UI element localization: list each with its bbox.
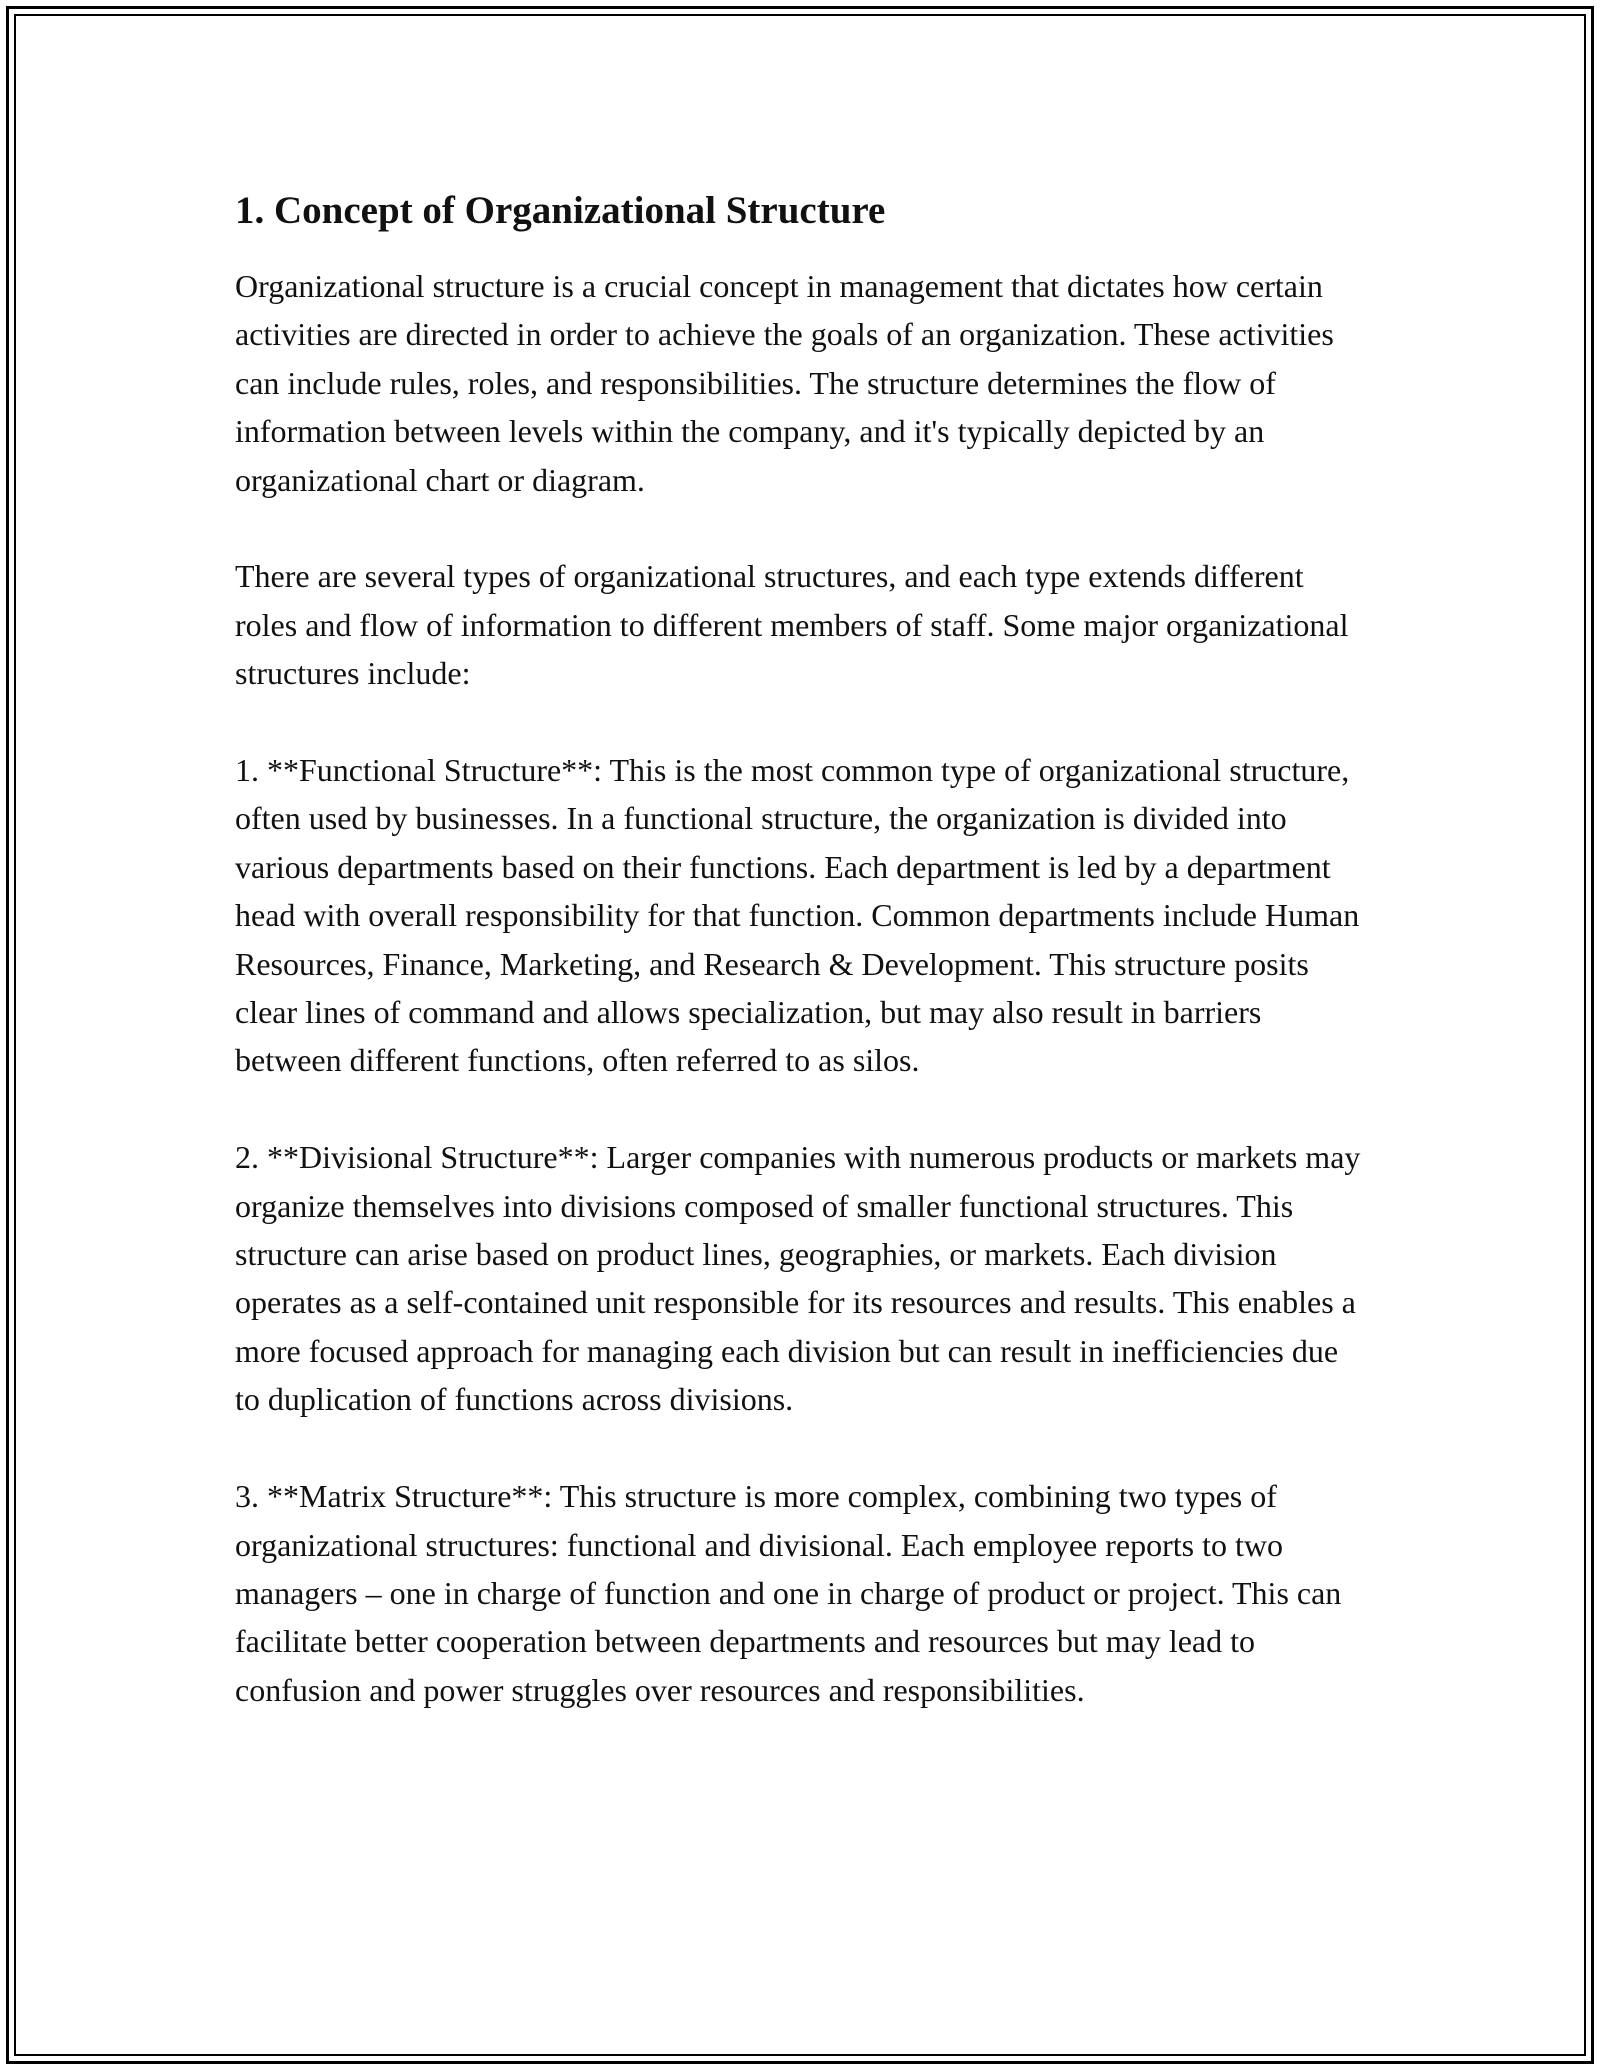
document-body <box>235 186 1370 1763</box>
section-heading: 1. Concept of Organizational Structure <box>235 189 886 232</box>
functional-structure-paragraph: 1. **Functional Structure**: This is the most common type of organizational structure, often used by businesses. In a functional structure, the organization is divided into various departments based on their functions. Each department is led by a department head with overall responsibility for that function. Common departments include Human Resources, Finance, Marketing, and Research & Development. This structure posits clear lines of command and allows specialization, but may also result in barriers between different functions, often referred to as silos. <box>235 752 1360 1079</box>
matrix-structure-paragraph: 3. **Matrix Structure**: This structure is more complex, combining two types of organizational structures: functional and divisional. Each employee reports to two managers – one in charge of function and one in charge of product or project. This can facilitate better cooperation between departments and resources but may lead to confusion and power struggles over resources and responsibilities. <box>235 1478 1342 1708</box>
intro-paragraph: Organizational structure is a crucial concept in management that dictates how certain activities are directed in order to achieve the goals of an organization. These activities can include rules, roles, and responsibilities. The structure determines the flow of information between levels within the company, and it's typically depicted by an organizational chart or diagram. <box>235 268 1334 498</box>
divisional-structure-paragraph: 2. **Divisional Structure**: Larger companies with numerous products or markets may organize themselves into divisions composed of smaller functional structures. This structure can arise based on product lines, geographies, or markets. Each division operates as a self-contained unit responsible for its resources and results. This enables a more focused approach for managing each division but can result in inefficiencies due to duplication of functions across divisions. <box>235 1139 1361 1418</box>
types-overview-paragraph: There are several types of organizational structures, and each type extends different roles and flow of information to different members of staff. Some major organizational structures include: <box>235 558 1349 692</box>
